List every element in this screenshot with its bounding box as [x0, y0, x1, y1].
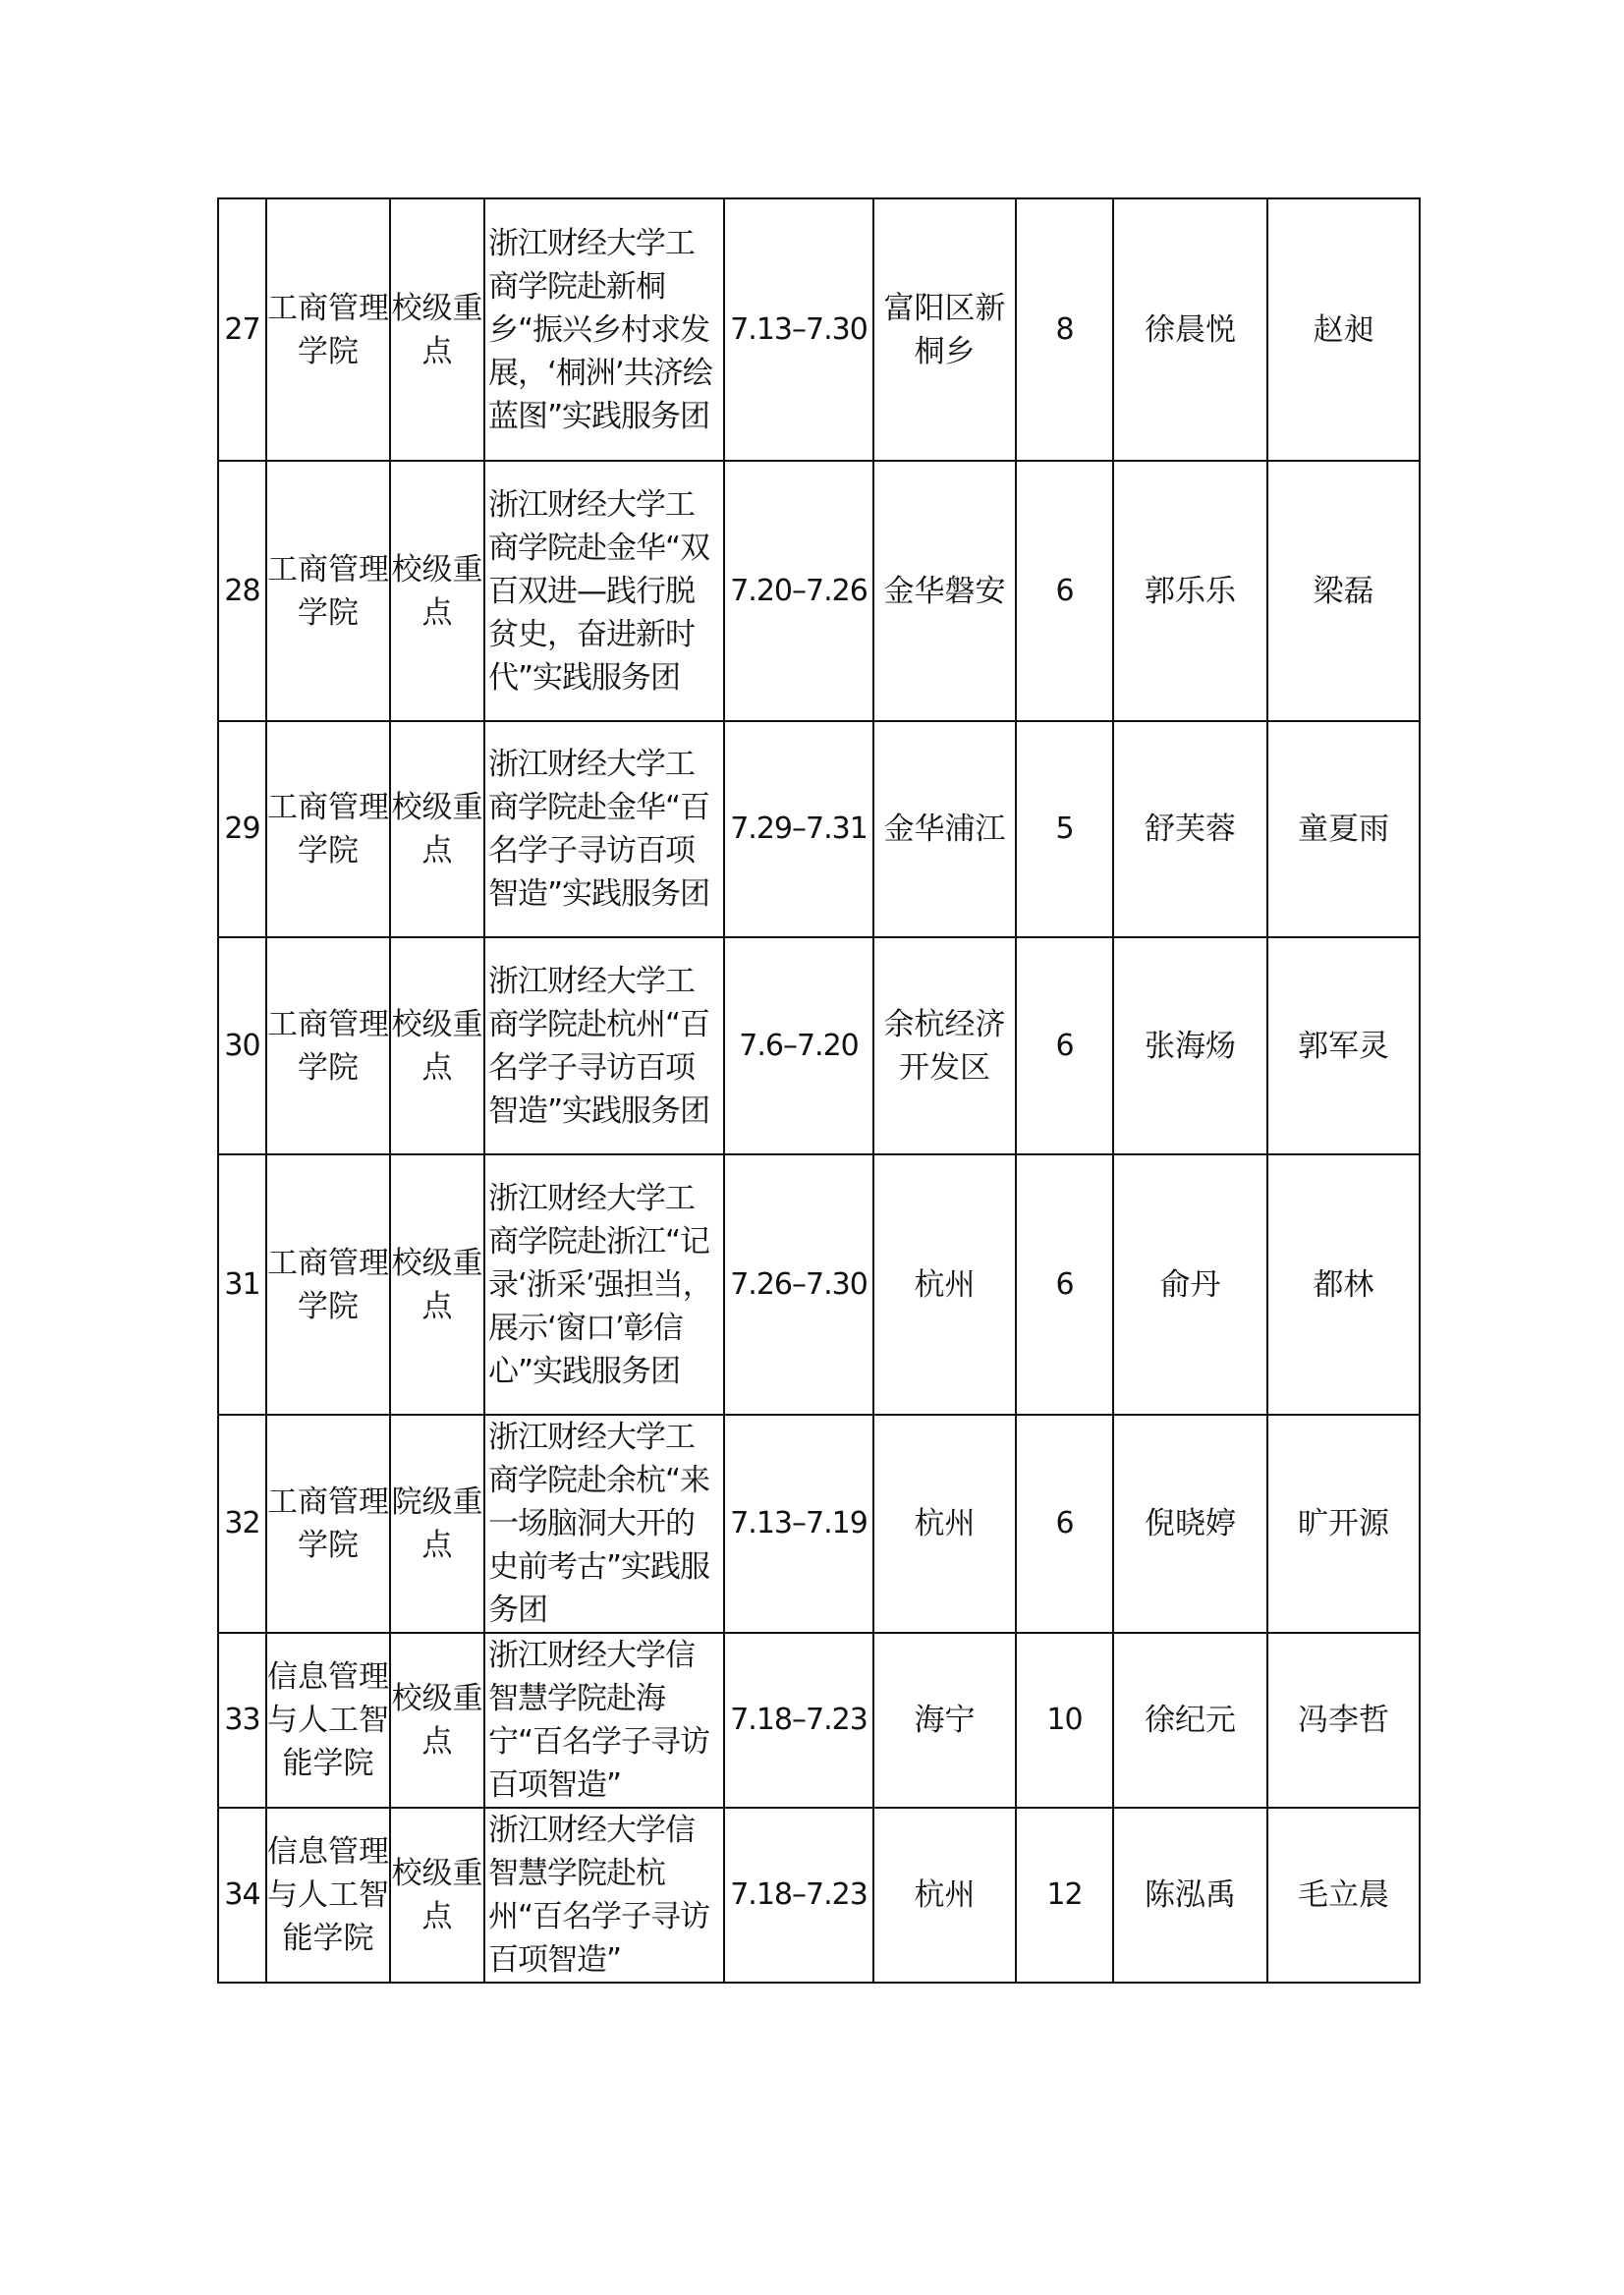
table-row	[218, 461, 1420, 721]
teacher-cell: 赵昶	[1267, 198, 1420, 461]
row-number: 32	[218, 1415, 266, 1633]
member-count-cell: 12	[1016, 1808, 1113, 1983]
teacher-cell: 童夏雨	[1267, 721, 1420, 937]
member-count-cell: 8	[1016, 198, 1113, 461]
level-cell: 校级重点	[390, 1154, 484, 1415]
member-count-cell: 6	[1016, 1415, 1113, 1633]
date-cell: 7.13–7.19	[724, 1415, 873, 1633]
project-name-cell: 浙江财经大学工商学院赴金华“百名学子寻访百项智造”实践服务团	[484, 721, 724, 937]
date-cell: 7.6–7.20	[724, 937, 873, 1154]
teacher-cell: 梁磊	[1267, 461, 1420, 721]
table-row	[218, 1415, 1420, 1633]
level-cell: 校级重点	[390, 198, 484, 461]
place-cell: 余杭经济开发区	[873, 937, 1016, 1154]
row-number: 33	[218, 1633, 266, 1808]
college-cell: 工商管理学院	[266, 1154, 390, 1415]
place-cell: 海宁	[873, 1633, 1016, 1808]
level-cell: 校级重点	[390, 1808, 484, 1983]
project-table	[217, 197, 1421, 1984]
project-name-cell: 浙江财经大学信智慧学院赴海宁“百名学子寻访百项智造”	[484, 1633, 724, 1808]
leader-cell: 倪晓婷	[1113, 1415, 1267, 1633]
table-row	[218, 198, 1420, 461]
college-cell: 工商管理学院	[266, 937, 390, 1154]
leader-cell: 俞丹	[1113, 1154, 1267, 1415]
college-cell: 工商管理学院	[266, 721, 390, 937]
project-name-cell: 浙江财经大学信智慧学院赴杭州“百名学子寻访百项智造”	[484, 1808, 724, 1983]
college-cell: 信息管理与人工智能学院	[266, 1808, 390, 1983]
member-count-cell: 6	[1016, 937, 1113, 1154]
level-cell: 校级重点	[390, 461, 484, 721]
table-row	[218, 937, 1420, 1154]
teacher-cell: 都林	[1267, 1154, 1420, 1415]
leader-cell: 张海炀	[1113, 937, 1267, 1154]
level-cell: 校级重点	[390, 721, 484, 937]
place-cell: 金华浦江	[873, 721, 1016, 937]
teacher-cell: 毛立晨	[1267, 1808, 1420, 1983]
row-number: 27	[218, 198, 266, 461]
place-cell: 杭州	[873, 1808, 1016, 1983]
place-cell: 杭州	[873, 1154, 1016, 1415]
table-row	[218, 1808, 1420, 1983]
member-count-cell: 10	[1016, 1633, 1113, 1808]
member-count-cell: 5	[1016, 721, 1113, 937]
project-name-cell: 浙江财经大学工商学院赴浙江“记录‘浙采’强担当，展示‘窗口’彰信心”实践服务团	[484, 1154, 724, 1415]
teacher-cell: 旷开源	[1267, 1415, 1420, 1633]
row-number: 28	[218, 461, 266, 721]
date-cell: 7.18–7.23	[724, 1633, 873, 1808]
project-name-cell: 浙江财经大学工商学院赴余杭“来一场脑洞大开的史前考古”实践服务团	[484, 1415, 724, 1633]
level-cell: 校级重点	[390, 1633, 484, 1808]
row-number: 31	[218, 1154, 266, 1415]
level-cell: 院级重点	[390, 1415, 484, 1633]
college-cell: 工商管理学院	[266, 198, 390, 461]
table-row	[218, 1633, 1420, 1808]
place-cell: 金华磐安	[873, 461, 1016, 721]
teacher-cell: 冯李哲	[1267, 1633, 1420, 1808]
table-row	[218, 721, 1420, 937]
table-row	[218, 1154, 1420, 1415]
project-name-cell: 浙江财经大学工商学院赴新桐乡“振兴乡村求发展，‘桐洲’共济绘蓝图”实践服务团	[484, 198, 724, 461]
date-cell: 7.26–7.30	[724, 1154, 873, 1415]
member-count-cell: 6	[1016, 1154, 1113, 1415]
row-number: 30	[218, 937, 266, 1154]
date-cell: 7.18–7.23	[724, 1808, 873, 1983]
row-number: 29	[218, 721, 266, 937]
project-name-cell: 浙江财经大学工商学院赴金华“双百双进—践行脱贫史，奋进新时代”实践服务团	[484, 461, 724, 721]
place-cell: 杭州	[873, 1415, 1016, 1633]
leader-cell: 徐纪元	[1113, 1633, 1267, 1808]
row-number: 34	[218, 1808, 266, 1983]
leader-cell: 舒芙蓉	[1113, 721, 1267, 937]
leader-cell: 郭乐乐	[1113, 461, 1267, 721]
date-cell: 7.20–7.26	[724, 461, 873, 721]
date-cell: 7.13–7.30	[724, 198, 873, 461]
level-cell: 校级重点	[390, 937, 484, 1154]
member-count-cell: 6	[1016, 461, 1113, 721]
project-name-cell: 浙江财经大学工商学院赴杭州“百名学子寻访百项智造”实践服务团	[484, 937, 724, 1154]
college-cell: 信息管理与人工智能学院	[266, 1633, 390, 1808]
leader-cell: 陈泓禹	[1113, 1808, 1267, 1983]
teacher-cell: 郭军灵	[1267, 937, 1420, 1154]
college-cell: 工商管理学院	[266, 1415, 390, 1633]
date-cell: 7.29–7.31	[724, 721, 873, 937]
college-cell: 工商管理学院	[266, 461, 390, 721]
place-cell: 富阳区新桐乡	[873, 198, 1016, 461]
leader-cell: 徐晨悦	[1113, 198, 1267, 461]
